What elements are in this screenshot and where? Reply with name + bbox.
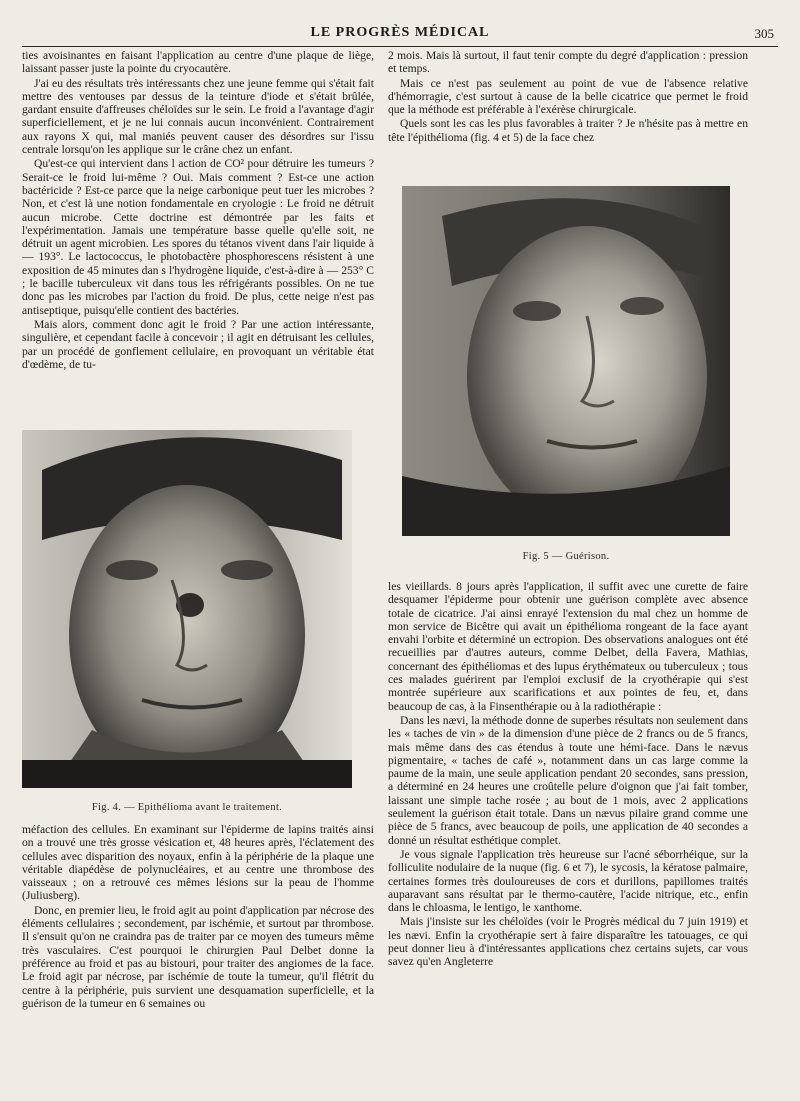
paragraph: Mais alors, comment donc agit le froid ? Par une action intéressante, singulière, et cependant facile à concevoir ; il agit en détruisant les cellules, par un procédé de gonflement cellulaire, en provoquant un véritable état d'œdème, de tu- (22, 317, 374, 371)
portrait-after-treatment (402, 186, 730, 536)
paragraph: J'ai eu des résultats très intéressants chez une jeune femme qui s'était fait mettre des ventouses par dessus de la teinture d'iode et s'était brûlée, gardant ensuite d'affreuses chéloïdes sur le sein. Le froid a l'avantage d'agir superficiellement, et je ne lui connais aucun inconvénient. Contrairement aux rayons X qui, mal maniés peuvent causer des désordres sur l'issu centrale lorsqu'on les applique sur le crâne chez un enfant. (22, 76, 374, 157)
paragraph: méfaction des cellules. En examinant sur l'épiderme de lapins traités ainsi on a trouvé une très grosse vésication et, 48 heures après, l'éclatement des cellules avec disparition des noyaux, enfin à la périphérie de la plaque une véritable diapédèse de polynucléaires, et au centre une thrombose des vaisseaux ; on a retrouvé ces mêmes lésions sur la peau de l'homme (Juliusberg). (22, 823, 374, 903)
figure-4-caption: Fig. 4. — Epithélioma avant le traitement. (91, 802, 283, 813)
paragraph: Mais j'insiste sur les chéloïdes (voir le Progrès médical du 7 juin 1919) et les nævi. Enfin la cryothérapie sert à faire disparaître les tatouages, ce qui peut donner lieu à d'intéressantes applications chez certains sujets, car vous savez qu'en Angleterre (388, 915, 748, 969)
left-column-top (22, 49, 374, 372)
figure-4-photo (22, 430, 352, 788)
figure-5-caption: Fig. 5 — Guérison. (522, 551, 610, 562)
right-column-top (388, 49, 748, 145)
paragraph: 2 mois. Mais là surtout, il faut tenir compte du degré d'application : pression et temps. (388, 49, 748, 76)
portrait-before-treatment (22, 430, 352, 788)
left-column-bottom (22, 823, 374, 1011)
running-header (22, 22, 778, 47)
paragraph: les vieillards. 8 jours après l'application, il suffit avec une curette de faire desquamer l'épiderme pour obtenir une guérison complète avec absence totale de cicatrice. J'ai ainsi enrayé l'extension du mal chez un homme de mon service de Bicêtre qui avait un épithélioma rongeant de la face ayant envahi l'orbite et déterminé un ectropion. Des observations analogues ont été recueillies par d'autres auteurs, comme Delbet, della Favera, Mathias, concernant des épithéliomas et des lupus érythémateux ou tuberculeux ; tous ces malades guérirent par l'emploi exclusif de la cryothérapie qui s'est montrée supérieure aux scarifications et aux pointes de feu, et, dans beaucoup de cas, à la Finsenthérapie ou à la radiothérapie : (388, 580, 748, 713)
page-number: 305 (754, 26, 774, 41)
paragraph: Qu'est-ce qui intervient dans l action de CO² pour détruire les tumeurs ? Serait-ce le froid lui-même ? Oui. Mais comment ? Est-ce une action bactéricide ? Est-ce parce que la neige carbonique peut tuer les microbes ? Non, et c'est là une notion fondamentale en cryologie : Le froid ne détruit aucun microbe. Cette doctrine est démontrée par les faits et l'expérimentation. Jamais une température basse quelle qu'elle soit, ne détruit un agent microbien. Les spores du tétanos vivent dans l'air liquide à — 193°. Le lactococcus, le photobactère phosphorescens résistent à une exposition de 45 minutes dan s l'hydrogène liquide, c'est-à-dire à — 253° C ; le bacille tuberculeux vit dans tous les réfrigérants possibles. On ne tue donc pas les microbes par l'action du froid. De plus, cette neige n'est pas antiseptique, puisqu'elle contient des bactéries. (22, 157, 374, 317)
paragraph: ties avoisinantes en faisant l'application au centre d'une plaque de liège, laissant passer juste la pointe du cryocautère. (22, 49, 374, 76)
paragraph: Quels sont les cas les plus favorables à traiter ? Je n'hésite pas à mettre en tête l'épithélioma (fig. 4 et 5) de la face chez (388, 117, 748, 144)
paragraph: Mais ce n'est pas seulement au point de vue de l'absence relative d'hémorragie, c'est surtout à cause de la belle cicatrice que permet le froid que la méthode est préférable à l'exérèse chirurgicale. (388, 76, 748, 117)
figure-5-photo (402, 186, 730, 536)
paragraph: Donc, en premier lieu, le froid agit au point d'application par nécrose des éléments cellulaires ; secondement, par ischémie, et surtout par thrombose. Il s'ensuit qu'on ne craindra pas de traiter par ce moyen des tumeurs même très vasculaires. C'est pourquoi le chirurgien Paul Delbet donne la préférence au froid et pas au bistouri, pour traiter des angiomes de la face. Le froid agit par nécrose, par ischémie de toute la tumeur, qu'il flétrit du centre à la périphérie, puis survient une desquamation superficielle, et la guérison de la tumeur en 6 semaines ou (22, 903, 374, 1010)
paragraph: Je vous signale l'application très heureuse sur l'acné séborrhéique, sur la folliculite nodulaire de la nuque (fig. 6 et 7), le sycosis, la kératose palmaire, certaines formes très douloureuses de cors et durillons, papillomes traités auparavant sans résultat par le thermo-cautère, l'acide nitrique, etc., enfin dans le chloasma, le lentigo, le xanthome. (388, 847, 748, 915)
journal-title: LE PROGRÈS MÉDICAL (310, 25, 490, 40)
right-column-bottom (388, 580, 748, 970)
paragraph: Dans les nævi, la méthode donne de superbes résultats non seulement dans les « taches de vin » de la dimension d'une pièce de 2 francs ou de 5 francs, mais même dans des cas étendus à toute une hémi-face. Dans le nævus pigmentaire, « taches de café », notamment dans un cas large comme la paume de la main, une seule application pendant 20 secondes, sans pression, a déterminé en 24 heures une croûtelle pelure d'oignon que j'ai fait tomber, laissant une simple tache rosée ; au bout de 1 mois, avec 2 applications seulement la guérison était totale. Dans un nævus pilaire grand comme une pièce de 5 francs, avec beaucoup de poils, une application de 40 secondes a donné un résultat esthétique complet. (388, 713, 748, 847)
